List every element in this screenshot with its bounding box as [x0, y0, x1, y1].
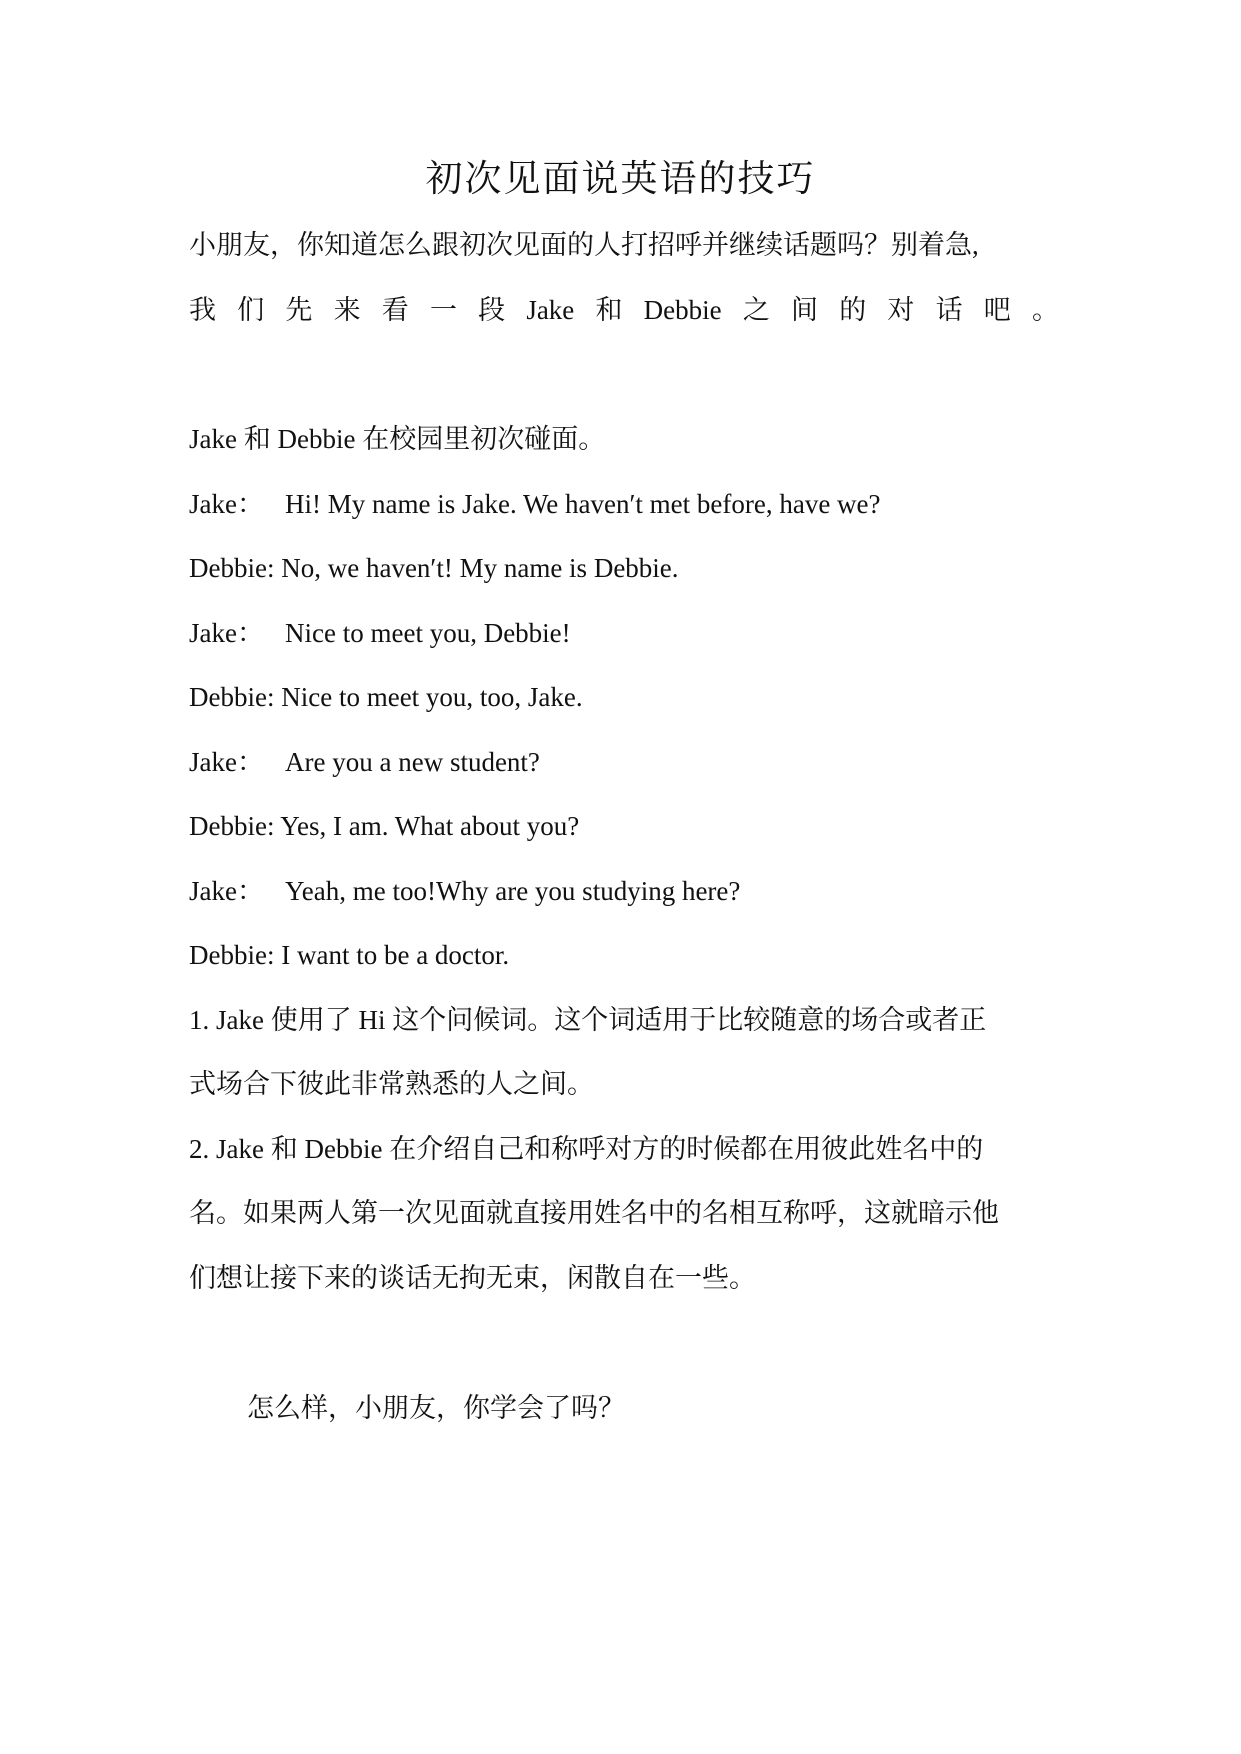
page-title: 初次见面说英语的技巧	[425, 159, 816, 200]
note-line: 名。如果两人第一次见面就直接用姓名中的名相互称呼，这就暗示他	[189, 1198, 999, 1228]
intro-token: 对	[887, 295, 915, 325]
intro-token: 看	[381, 295, 409, 325]
intro-token: 和	[595, 295, 623, 325]
intro-token: Jake	[526, 295, 575, 325]
closing-question: 怎么样，小朋友，你学会了吗？	[247, 1393, 625, 1423]
intro-line-2-tokens	[189, 290, 1059, 330]
dialogue-line	[189, 677, 1059, 717]
dialogue-line	[189, 484, 1059, 524]
dialogue-speaker: Debbie:	[189, 682, 275, 712]
dialogue-line	[189, 935, 1059, 975]
dialogue-speaker: Jake：	[189, 618, 264, 648]
note-line: 2. Jake 和 Debbie 在介绍自己和称呼对方的时候都在用彼此姓名中的	[189, 1134, 984, 1164]
dialogue-text: Yes, I am. What about you?	[280, 811, 580, 841]
dialogue-speaker: Jake：	[189, 489, 264, 519]
dialogue-line	[189, 871, 1059, 911]
dialogue-line	[189, 742, 1059, 782]
dialogue-speaker: Debbie:	[189, 553, 275, 583]
intro-token: Debbie	[643, 295, 722, 325]
intro-token: 吧	[983, 295, 1011, 325]
dialogue-text: No, we haven′t! My name is Debbie.	[281, 553, 679, 583]
dialogue-text: Are you a new student?	[285, 747, 540, 777]
intro-token: 。	[1031, 295, 1059, 325]
dialogue-text: Nice to meet you, too, Jake.	[281, 682, 583, 712]
intro-token: 间	[791, 295, 819, 325]
dialogue-speaker: Debbie:	[189, 811, 275, 841]
note-line: 式场合下彼此非常熟悉的人之间。	[189, 1069, 594, 1099]
dialogue-speaker: Jake：	[189, 876, 264, 906]
scene-line: Jake 和 Debbie 在校园里初次碰面。	[189, 424, 606, 454]
dialogue-line	[189, 806, 1059, 846]
intro-token: 段	[478, 295, 506, 325]
dialogue-speaker: Debbie:	[189, 940, 275, 970]
intro-token: 之	[742, 295, 770, 325]
dialogue-line	[189, 613, 1059, 653]
intro-line-1: 小朋友，你知道怎么跟初次见面的人打招呼并继续话题吗？别着急,	[189, 230, 979, 260]
dialogue-speaker: Jake：	[189, 747, 264, 777]
intro-token: 的	[839, 295, 867, 325]
note-line: 1. Jake 使用了 Hi 这个问候词。这个词适用于比较随意的场合或者正	[189, 1005, 987, 1035]
note-line: 们想让接下来的谈话无拘无束，闲散自在一些。	[189, 1263, 756, 1293]
dialogue-text: Nice to meet you, Debbie!	[285, 618, 571, 648]
intro-token: 我	[189, 295, 216, 325]
intro-token: 来	[333, 295, 361, 325]
intro-token: 先	[285, 295, 313, 325]
intro-token: 话	[935, 295, 963, 325]
dialogue-text: Yeah, me too!Why are you studying here?	[285, 876, 741, 906]
intro-token: 一	[429, 295, 457, 325]
intro-line-2	[189, 290, 1059, 330]
dialogue-text: I want to be a doctor.	[281, 940, 510, 970]
intro-token: 们	[237, 295, 265, 325]
dialogue-line	[189, 548, 1059, 588]
dialogue-text: Hi! My name is Jake. We haven′t met before, have we?	[285, 489, 881, 519]
